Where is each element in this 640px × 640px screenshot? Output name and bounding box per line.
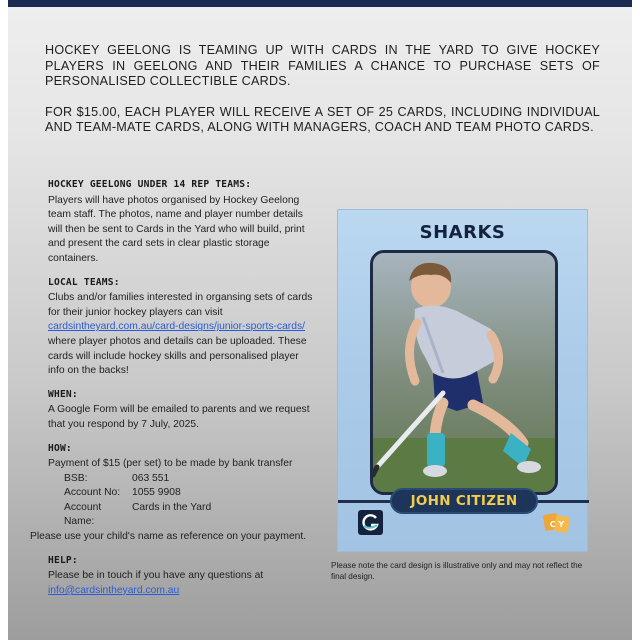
- info-column: [30, 178, 318, 607]
- section-help: [48, 554, 318, 599]
- section-rep-teams: [48, 178, 318, 267]
- player-photo: [370, 250, 558, 495]
- intro-paragraph-2: FOR $15.00, EACH PLAYER WILL RECEIVE A SET OF 25 CARDS, INCLUDING INDIVIDUAL AND TEAM-MATE CARDS, ALONG WITH MANAGERS, COACH AND TEAM PHOTO CARDS.: [45, 104, 600, 135]
- section-heading: WHEN:: [48, 388, 78, 400]
- hockey-geelong-logo: [358, 510, 383, 535]
- sample-card: [337, 209, 588, 552]
- body-text: Clubs and/or families interested in organsing sets of cards for their junior hockey players can visit: [48, 292, 313, 318]
- section-heading: LOCAL TEAMS:: [48, 276, 120, 288]
- section-how: [30, 442, 318, 545]
- intro-text: [45, 43, 600, 136]
- section-body: A Google Form will be emailed to parents and we request that you respond by 7 July, 2025.: [48, 404, 310, 430]
- bank-value: Cards in the Yard: [132, 501, 212, 513]
- top-banner-strip: [8, 0, 632, 7]
- section-heading: HOW:: [48, 442, 72, 454]
- body-text: where player photos and details can be uploaded. These cards will include hockey skills and personalised player info on the backs!: [48, 335, 307, 377]
- bank-label: Account Name:: [64, 501, 102, 528]
- bank-value: 063 551: [132, 472, 170, 484]
- player-name-plate: JOHN CITIZEN: [390, 488, 538, 514]
- bank-details: [64, 472, 318, 530]
- intro-paragraph-1: HOCKEY GEELONG IS TEAMING UP WITH CARDS IN THE YARD TO GIVE HOCKEY PLAYERS IN GEELONG AND THEIR FAMILIES A CHANCE TO PURCHASE SETS OF PERSONALISED COLLECTIBLE CARDS.: [45, 43, 600, 89]
- section-body: Please be in touch if you have any questions at: [48, 570, 264, 582]
- section-body: Players will have photos organised by Hockey Geelong team staff. The photos, name and player number details will then be sent to Cards in the Yard who will build, print and present the card sets in clear plastic storage containers.: [48, 194, 305, 264]
- cy-logo-icon: [542, 510, 572, 536]
- help-email-link[interactable]: info@cardsintheyard.com.au: [48, 584, 180, 596]
- card-team-name: SHARKS: [419, 222, 506, 243]
- section-local-teams: [48, 276, 318, 379]
- card-disclaimer: Please note the card design is illustrative only and may not reflect the final design.: [331, 561, 583, 581]
- section-when: [48, 388, 318, 433]
- section-body: Payment of $15 (per set) to be made by bank transfer: [48, 458, 293, 470]
- card-designs-link[interactable]: cardsintheyard.com.au/card-designs/junior-sports-cards/: [48, 321, 305, 333]
- bank-value: 1055 9908: [132, 487, 181, 499]
- player-illustration: [373, 253, 555, 492]
- section-heading: HELP:: [48, 554, 78, 566]
- bank-label: BSB:: [64, 472, 88, 484]
- payment-reference-note: Please use your child's name as reference on your payment.: [30, 531, 307, 543]
- section-heading: HOCKEY GEELONG UNDER 14 REP TEAMS:: [48, 179, 252, 190]
- bank-label: Account No:: [64, 487, 121, 499]
- section-body: [48, 291, 318, 379]
- badge-letters: C Y: [549, 520, 565, 529]
- cards-in-the-yard-badge: [542, 510, 572, 536]
- g-logo-icon: [358, 510, 383, 535]
